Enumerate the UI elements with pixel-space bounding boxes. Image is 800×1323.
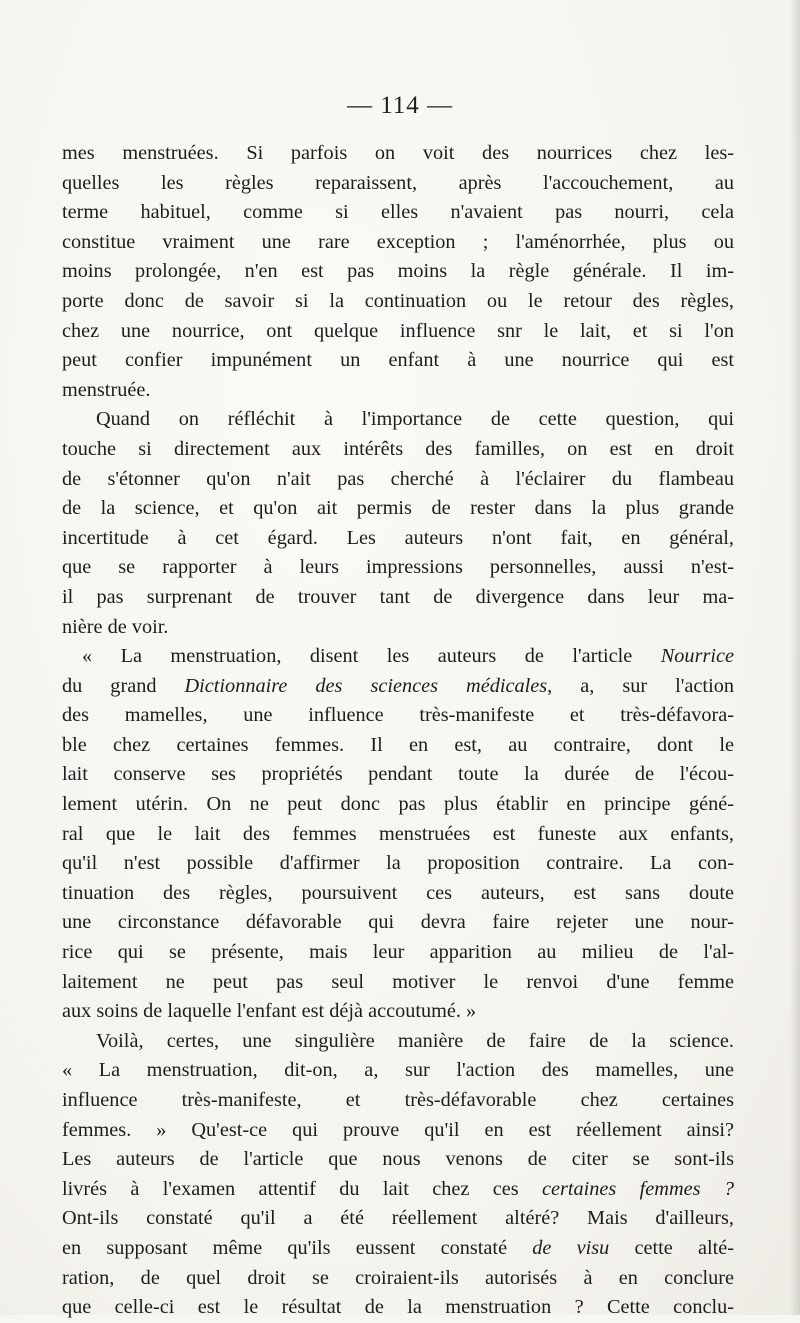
text-line [62, 257, 734, 287]
text-line [62, 376, 734, 406]
text-line [62, 1056, 734, 1086]
text-segment: porte donc de savoir si la continuation ou le retour des règles, [62, 289, 734, 312]
text-segment: Voilà, certes, une singulière manière de faire de la science. [96, 1029, 734, 1052]
text-line [62, 1027, 734, 1057]
italic-text: Nourrice [660, 645, 734, 668]
italic-text: de visu [532, 1236, 610, 1259]
text-line [62, 346, 734, 376]
text-segment: incertitude à cet égard. Les auteurs n'ont fait, en général, [62, 526, 734, 549]
text-segment: ble chez certaines femmes. Il en est, au contraire, dont le [62, 733, 734, 756]
text-segment: Ont-ils constaté qu'il a été réellement altéré? Mais d'ailleurs, [62, 1207, 734, 1230]
text-segment: peut confier impunément un enfant à une nourrice qui est [62, 349, 734, 372]
text-segment: du grand [62, 674, 185, 697]
text-line [62, 583, 734, 613]
italic-text: certaines femmes ? [541, 1177, 734, 1200]
text-segment: femmes. » Qu'est-ce qui prouve qu'il en est réellement ainsi? [62, 1118, 734, 1141]
text-line [62, 968, 734, 998]
text-segment: laitement ne peut pas seul motiver le renvoi d'une femme [62, 970, 734, 993]
text-segment: cette alté- [609, 1236, 734, 1259]
text-line [62, 1116, 734, 1146]
italic-text: Dictionnaire des sciences médicales [184, 674, 548, 697]
text-segment: il pas surprenant de trouver tant de divergence dans leur ma- [62, 585, 734, 608]
text-segment: Les auteurs de l'article que nous venons de citer se sont-ils [62, 1148, 734, 1171]
text-line [62, 435, 734, 465]
text-segment: aux soins de laquelle l'enfant est déjà accoutumé. » [62, 1000, 477, 1023]
text-segment: nière de voir. [62, 615, 169, 638]
text-line [62, 849, 734, 879]
text-line [62, 1145, 734, 1175]
text-segment: une circonstance défavorable qui devra faire rejeter une nour- [62, 911, 734, 934]
text-line [62, 317, 734, 347]
text-line [62, 731, 734, 761]
text-line [62, 465, 734, 495]
text-segment: « La menstruation, disent les auteurs de l'article [82, 645, 661, 668]
text-segment: en supposant même qu'ils eussent constaté [62, 1236, 533, 1259]
text-line [62, 1234, 734, 1264]
page-edge-shadow [790, 0, 800, 1315]
text-line [62, 1204, 734, 1234]
text-line [62, 553, 734, 583]
text-line [62, 228, 734, 258]
text-segment: lement utérin. On ne peut donc pas plus établir en principe géné- [62, 793, 734, 816]
text-line [62, 879, 734, 909]
text-line [62, 820, 734, 850]
text-segment: de s'étonner qu'on n'ait pas cherché à l'éclairer du flambeau [62, 467, 734, 490]
text-segment: ration, de quel droit se croiraient-ils autorisés à en conclure [62, 1266, 734, 1289]
text-segment: qu'il n'est possible d'affirmer la proposition contraire. La con- [62, 852, 734, 875]
text-segment: Quand on réfléchit à l'importance de cette question, qui [96, 408, 734, 431]
text-line [62, 198, 734, 228]
text-segment: , a, sur l'action [547, 674, 734, 697]
text-segment: que celle-ci est le résultat de la menstruation ? Cette conclu- [62, 1296, 734, 1319]
text-segment: que se rapporter à leurs impressions personnelles, aussi n'est- [62, 556, 734, 579]
text-segment: livrés à l'examen attentif du lait chez ces [62, 1177, 542, 1200]
text-line [62, 997, 734, 1027]
text-line [62, 524, 734, 554]
text-line [62, 1086, 734, 1116]
text-segment: lait conserve ses propriétés pendant toute la durée de l'écou- [62, 763, 734, 786]
text-segment: de la science, et qu'on ait permis de rester dans la plus grande [62, 497, 734, 520]
text-line [62, 701, 734, 731]
text-segment: touche si directement aux intérêts des familles, on est en droit [62, 437, 734, 460]
text-line [62, 139, 734, 169]
page-number-header: — 114 — [346, 92, 454, 119]
text-segment: constitue vraiment une rare exception ; l'aménorrhée, plus ou [62, 230, 734, 253]
text-line [62, 790, 734, 820]
text-segment: menstruée. [62, 378, 151, 401]
text-line [62, 908, 734, 938]
text-line [62, 642, 734, 672]
text-segment: quelles les règles reparaissent, après l'accouchement, au [62, 171, 734, 194]
text-line [62, 1175, 734, 1205]
text-segment: influence très-manifeste, et très-défavorable chez certaines [62, 1089, 734, 1111]
text-segment: terme habituel, comme si elles n'avaient pas nourri, cela [62, 201, 734, 224]
text-segment: des mamelles, une influence très-manifeste et très-défavora- [62, 704, 734, 727]
text-segment: ral que le lait des femmes menstruées est funeste aux enfants, [62, 822, 734, 845]
text-line [62, 613, 734, 643]
text-line [62, 1264, 734, 1294]
text-line [62, 405, 734, 435]
text-line [62, 494, 734, 524]
text-segment: rice qui se présente, mais leur apparition au milieu de l'al- [62, 941, 734, 964]
text-segment: mes menstruées. Si parfois on voit des nourrices chez les- [62, 142, 734, 164]
text-line [62, 672, 734, 702]
text-line [62, 760, 734, 790]
text-line [62, 287, 734, 317]
text-segment: moins prolongée, n'en est pas moins la règle générale. Il im- [62, 260, 734, 283]
text-line [62, 938, 734, 968]
text-segment: chez une nourrice, ont quelque influence snr le lait, et si l'on [62, 319, 734, 342]
text-line [62, 169, 734, 199]
text-line [62, 1293, 734, 1323]
text-segment: tinuation des règles, poursuivent ces auteurs, est sans doute [62, 881, 734, 904]
text-segment: « La menstruation, dit-on, a, sur l'action des mamelles, une [62, 1059, 734, 1082]
body-text [62, 139, 734, 1323]
